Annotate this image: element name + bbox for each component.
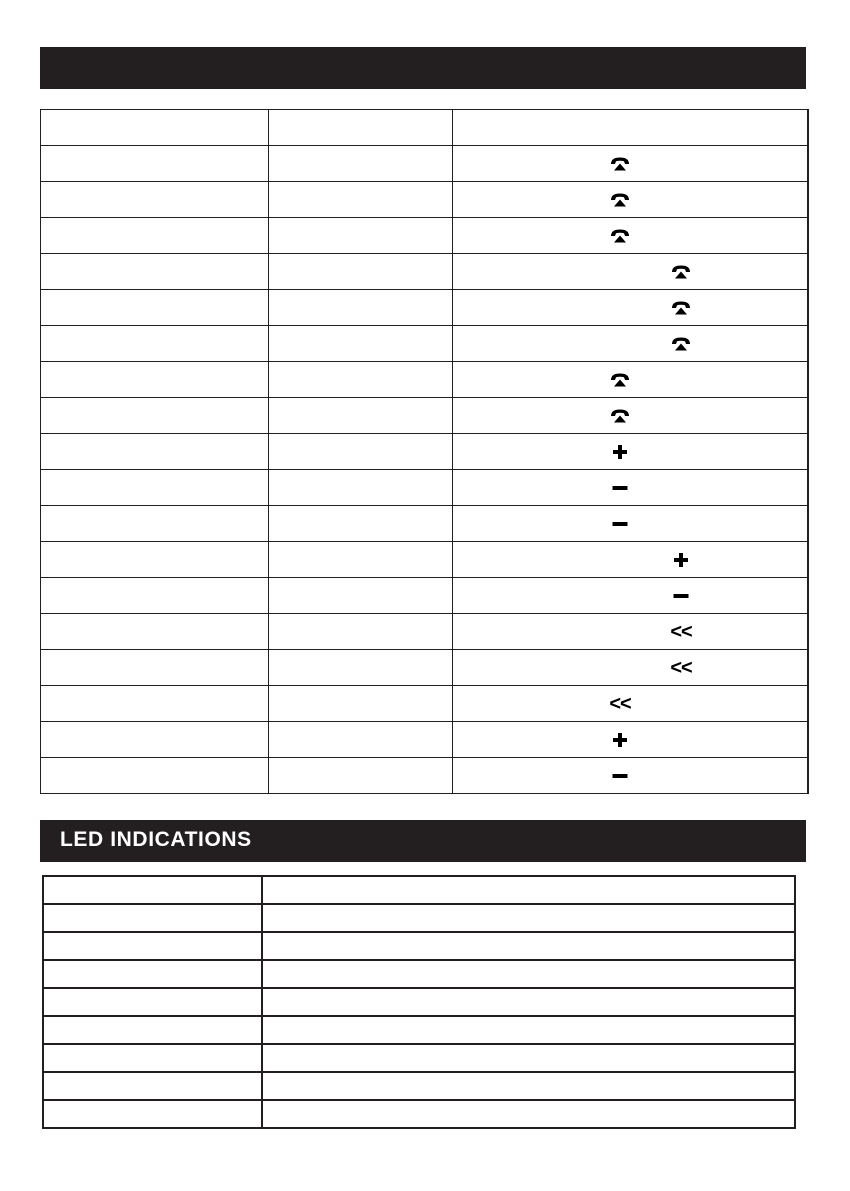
- table-cell: [453, 326, 808, 362]
- table-cell: [262, 1044, 795, 1072]
- table-cell: [269, 650, 453, 686]
- table-cell: [41, 218, 269, 254]
- table-row: [41, 686, 808, 722]
- table-cell: [453, 506, 808, 542]
- table-row: [41, 146, 808, 182]
- table-cell: [269, 758, 453, 794]
- table-cell: [41, 722, 269, 758]
- table-row: [41, 290, 808, 326]
- led-section-title: LED INDICATIONS: [60, 828, 252, 851]
- table-cell: [453, 578, 808, 614]
- plus-icon: [612, 732, 628, 748]
- table-cell: [262, 876, 795, 904]
- table-cell: [41, 650, 269, 686]
- table-row: [43, 1016, 795, 1044]
- table-cell: [453, 146, 808, 182]
- table-row: [41, 326, 808, 362]
- table-row: [43, 1044, 795, 1072]
- table-cell: [453, 362, 808, 398]
- table-cell: [262, 932, 795, 960]
- table-cell: [41, 470, 269, 506]
- table-row: [41, 542, 808, 578]
- table-row: [41, 398, 808, 434]
- table-cell: [269, 470, 453, 506]
- table-row: [41, 650, 808, 686]
- table-header-row: [41, 110, 808, 146]
- table-cell: [262, 960, 795, 988]
- table-cell: [41, 110, 269, 146]
- table-cell: [41, 362, 269, 398]
- table-cell: [269, 434, 453, 470]
- table-cell: [41, 326, 269, 362]
- table-row: [41, 434, 808, 470]
- table-row: [43, 876, 795, 904]
- table-cell: [41, 182, 269, 218]
- table-cell: [43, 932, 262, 960]
- table-cell: [43, 904, 262, 932]
- plus-icon: [612, 444, 628, 460]
- phone-handset-icon: [671, 300, 691, 316]
- table-cell: [453, 614, 808, 650]
- table-cell: [41, 578, 269, 614]
- table-cell: [41, 290, 269, 326]
- table-row: [41, 362, 808, 398]
- table-cell: [453, 470, 808, 506]
- table-cell: [43, 960, 262, 988]
- table-row: [43, 960, 795, 988]
- phone-handset-icon: [610, 192, 630, 208]
- table-cell: [43, 1016, 262, 1044]
- table-cell: [41, 254, 269, 290]
- table-row: [41, 254, 808, 290]
- phone-handset-icon: [610, 156, 630, 172]
- table-cell: [269, 398, 453, 434]
- table-row: [41, 614, 808, 650]
- table-cell: [43, 1044, 262, 1072]
- phone-handset-icon: [671, 264, 691, 280]
- table-cell: [269, 686, 453, 722]
- table-cell: [269, 722, 453, 758]
- table-cell: [269, 614, 453, 650]
- table-cell: [453, 722, 808, 758]
- table-row: [43, 1072, 795, 1100]
- double-left-icon: <<: [609, 692, 631, 715]
- table-cell: [262, 1072, 795, 1100]
- double-left-icon: <<: [670, 656, 692, 679]
- table-cell: [453, 398, 808, 434]
- minus-icon: [612, 485, 628, 491]
- table-row: [41, 758, 808, 794]
- minus-icon: [612, 521, 628, 527]
- minus-icon: [612, 773, 628, 779]
- table-cell: [41, 758, 269, 794]
- table-cell: [43, 988, 262, 1016]
- table-cell: [269, 326, 453, 362]
- table-cell: [262, 988, 795, 1016]
- table-cell: [269, 542, 453, 578]
- plus-icon: [673, 552, 689, 568]
- led-section-header-bar: [40, 820, 806, 862]
- table-row: [43, 988, 795, 1016]
- phone-handset-icon: [610, 228, 630, 244]
- table-cell: [453, 650, 808, 686]
- table-cell: [262, 1100, 795, 1128]
- table-cell: [41, 146, 269, 182]
- table-row: [43, 1100, 795, 1128]
- table-cell: [41, 398, 269, 434]
- table-cell: [269, 506, 453, 542]
- table-cell: [453, 686, 808, 722]
- table-row: [41, 722, 808, 758]
- table-cell: [41, 506, 269, 542]
- table-cell: [269, 578, 453, 614]
- table-cell: [453, 290, 808, 326]
- table-row: [41, 218, 808, 254]
- table-cell: [269, 218, 453, 254]
- table-cell: [453, 182, 808, 218]
- phone-handset-icon: [671, 336, 691, 352]
- table-row: [41, 182, 808, 218]
- table-cell: [262, 904, 795, 932]
- double-left-icon: <<: [670, 620, 692, 643]
- table-cell: [269, 182, 453, 218]
- table-cell: [453, 542, 808, 578]
- table-cell: [43, 1100, 262, 1128]
- led-indications-table: [42, 875, 796, 1129]
- table-cell: [269, 110, 453, 146]
- minus-icon: [673, 593, 689, 599]
- table-cell: [453, 254, 808, 290]
- table-row: [43, 932, 795, 960]
- table-cell: [269, 362, 453, 398]
- table-cell: [41, 686, 269, 722]
- table-cell: [269, 290, 453, 326]
- table-cell: [453, 110, 808, 146]
- table-cell: [41, 614, 269, 650]
- function-table: [40, 109, 809, 794]
- phone-handset-icon: [610, 408, 630, 424]
- table-cell: [41, 434, 269, 470]
- table-cell: [43, 876, 262, 904]
- table-cell: [269, 254, 453, 290]
- table-cell: [41, 542, 269, 578]
- section-header-bar: [40, 47, 806, 89]
- table-row: [41, 470, 808, 506]
- phone-handset-icon: [610, 372, 630, 388]
- table-cell: [453, 434, 808, 470]
- table-row: [43, 904, 795, 932]
- table-row: [41, 506, 808, 542]
- table-cell: [453, 758, 808, 794]
- table-row: [41, 578, 808, 614]
- table-cell: [269, 146, 453, 182]
- table-cell: [262, 1016, 795, 1044]
- table-cell: [43, 1072, 262, 1100]
- table-cell: [453, 218, 808, 254]
